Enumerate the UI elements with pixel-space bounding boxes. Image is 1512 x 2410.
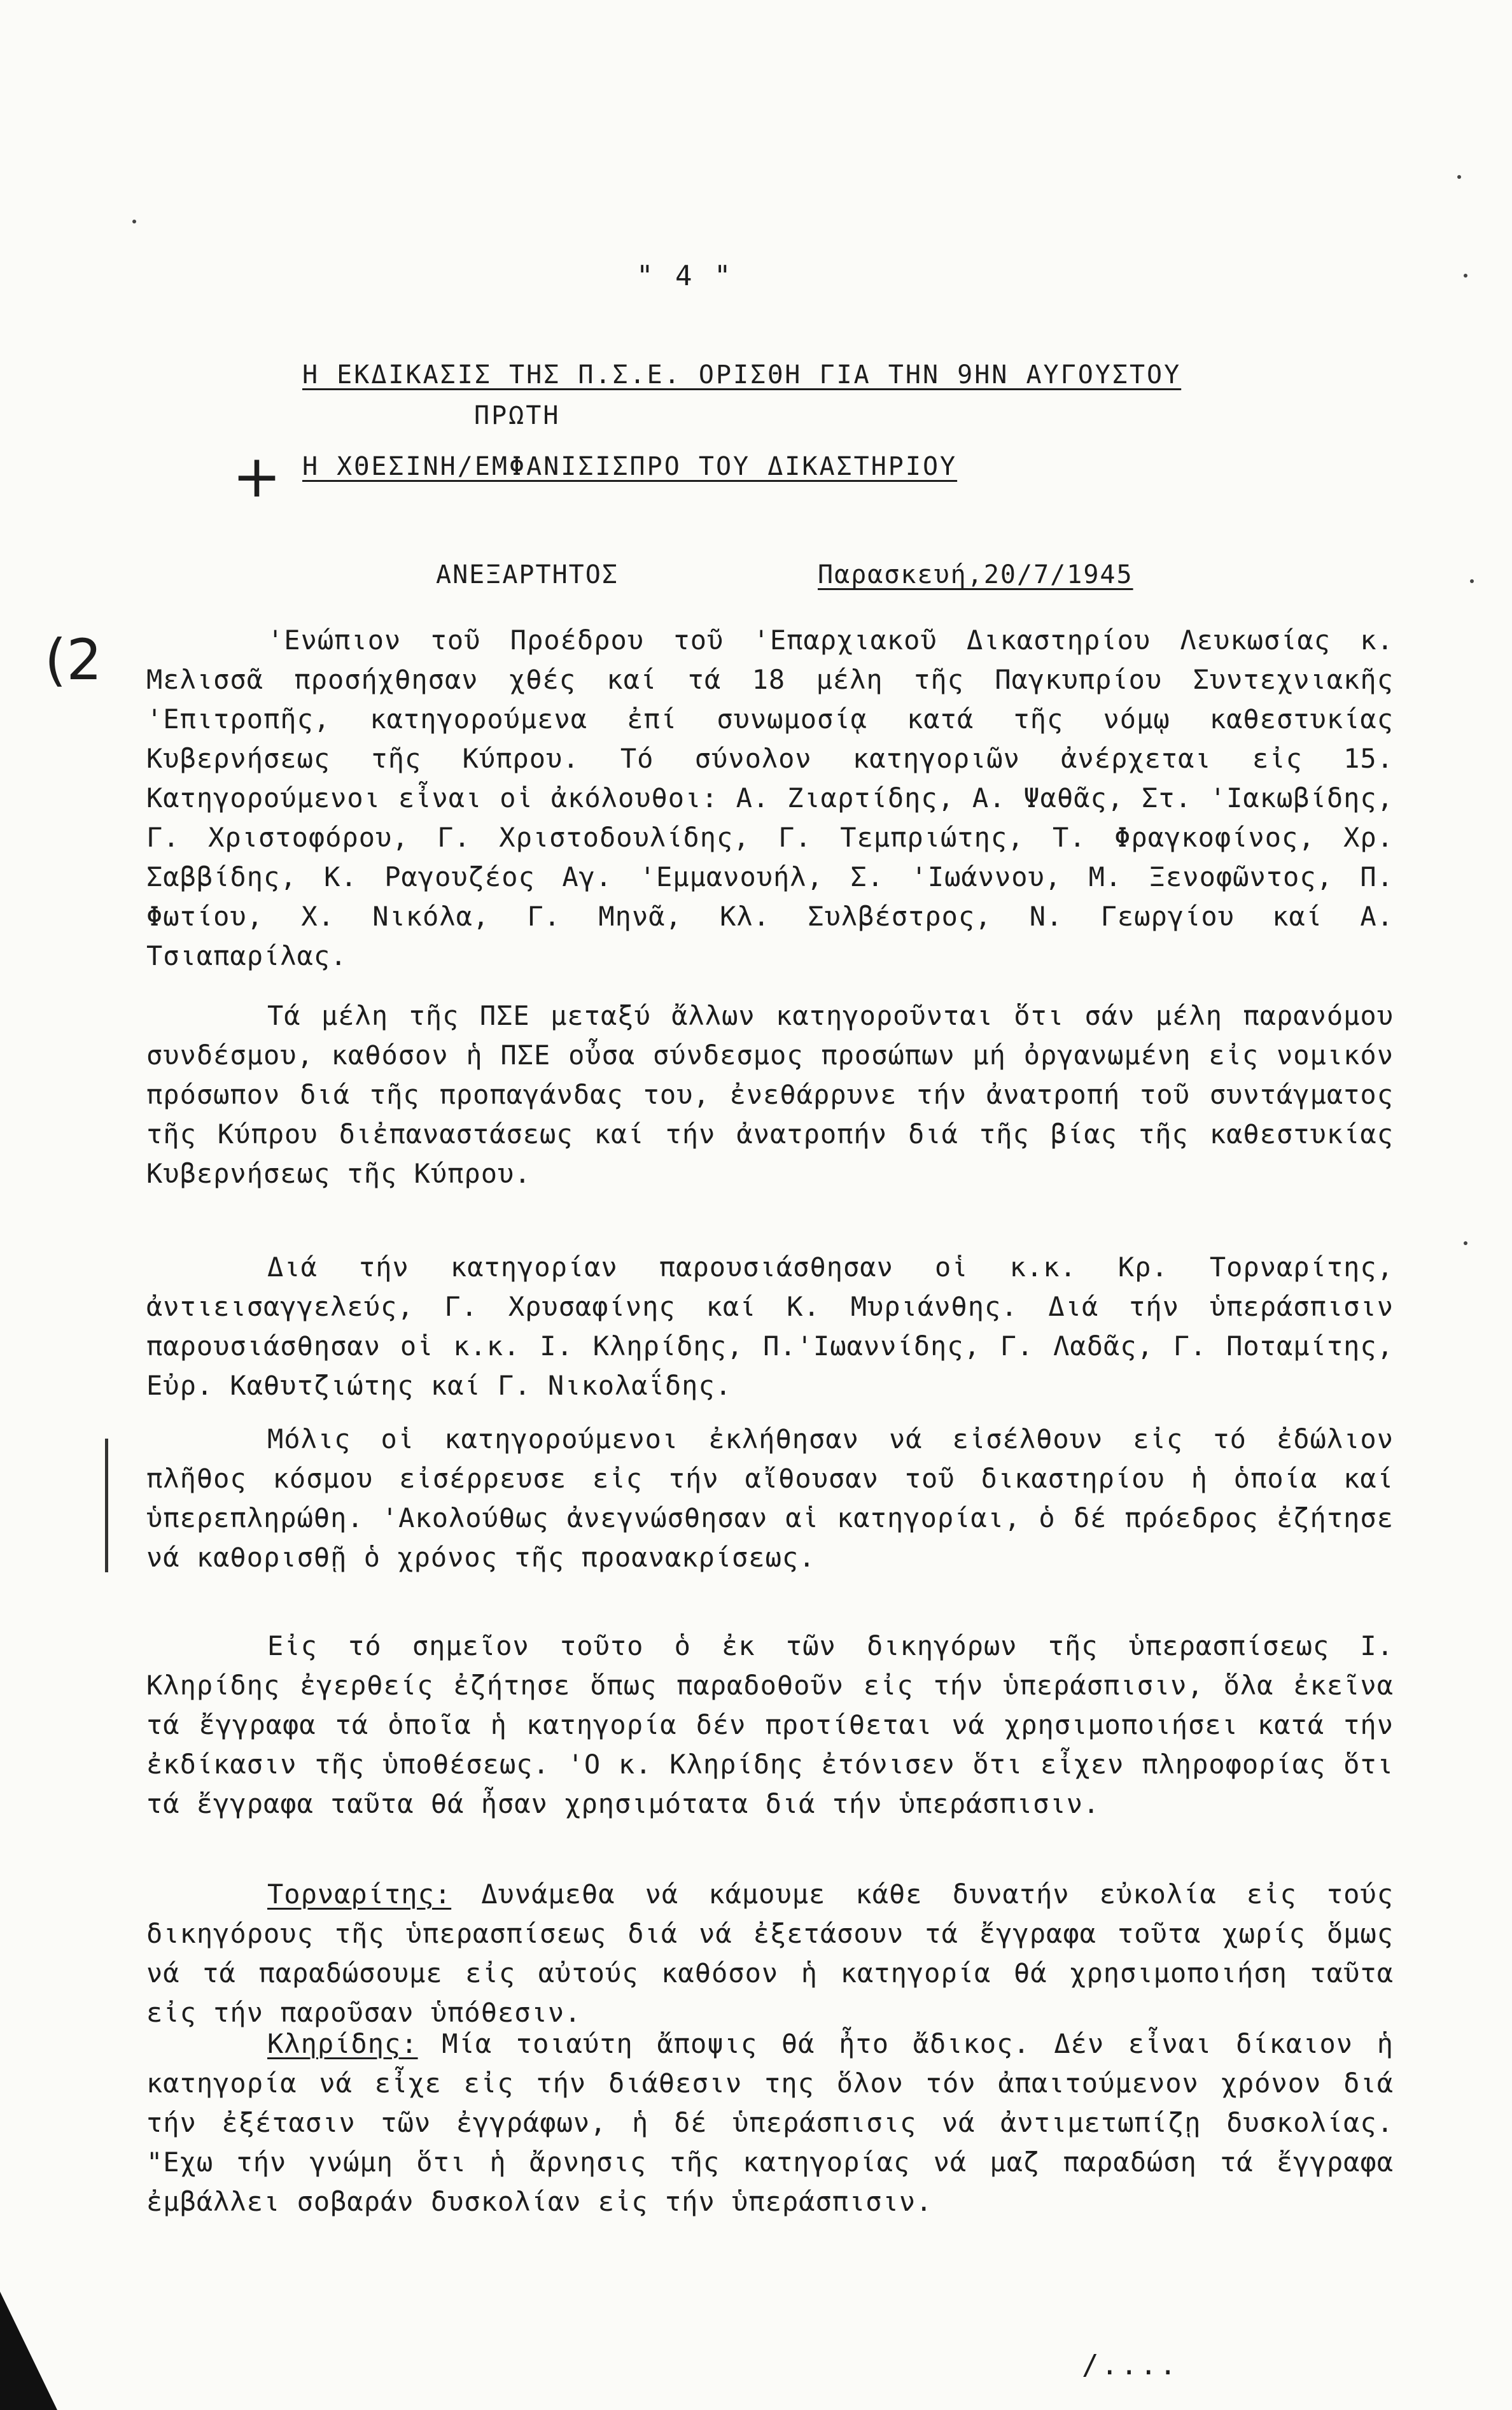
scan-speck [1464, 274, 1467, 278]
paragraph-2-text: Τά μέλη τῆς ΠΣΕ μεταξύ ἄλλων κατηγοροῦνται ὅτι σάν μέλη παρανόμου συνδέσμου, καθόσον ἡ ΠΣΕ οὖσα σύνδεσμος προσώπων μή ὀργανωμένη εἰς νομικόν πρόσωπον διά τῆς προπαγάνδας του, ἐνεθάρρυνε τήν ἀνατροπή τοῦ συντάγματος τῆς Κύπρου διἐπαναστάσεως καί τήν ἀνατροπήν διά τῆς βίας τῆς καθεστυκίας Κυβερνήσεως τῆς Κύπρου. [146, 1000, 1394, 1189]
paragraph-4-text: Μόλις οἱ κατηγορούμενοι ἐκλήθησαν νά εἰσέλθουν εἰς τό ἐδώλιον πλῆθος κόσμου εἰσέρρευσε εἰς τήν αἴθουσαν τοῦ δικαστηρίου ἡ ὁποία καί ὑπερεπληρώθη. 'Ακολούθως ἀνεγνώσθησαν αἱ κατηγορίαι, ὁ δέ πρόεδρος ἐζήτησε νά καθορισθῇ ὁ χρόνος τῆς προανακρίσεως. [146, 1423, 1394, 1573]
paragraph-7-text [146, 2024, 1394, 2222]
paragraph-6 [146, 1875, 1394, 2033]
speaker-kliridis: Κληρίδης: [267, 2028, 418, 2059]
paragraph-5 [146, 1626, 1394, 1824]
paragraph-7 [146, 2024, 1394, 2222]
handwritten-margin-note: (2 [45, 627, 102, 693]
scan-corner-shadow [0, 2292, 57, 2410]
headline-line-2: ΠΡΩΤΗ [474, 401, 561, 430]
handwritten-cross-mark: + [232, 442, 282, 511]
paragraph-1 [146, 621, 1394, 976]
scan-speck [1470, 579, 1474, 583]
paragraph-6-body: Δυνάμεθα νά κάμουμε κάθε δυνατήν εὐκολία εἰς τούς δικηγόρους τῆς ὑπερασπίσεως διά νά ἐξετάσουν τά ἔγγραφα τοῦτα χωρίς ὅμως νά τά παραδώσουμε εἰς αὐτούς καθόσον ἡ κατηγορία θά χρησιμοποιήση ταῦτα εἰς τήν παροῦσαν ὑπόθεσιν. [146, 1878, 1394, 2028]
page-number: " 4 " [636, 260, 734, 292]
paragraph-4 [146, 1420, 1394, 1577]
paragraph-3-text: Διά τήν κατηγορίαν παρουσιάσθησαν οἱ κ.κ. Κρ. Τορναρίτης, ἀντιεισαγγελεύς, Γ. Χρυσαφίνης καί Κ. Μυριάνθης. Διά τήν ὑπεράσπισιν παρουσιάσθησαν οἱ κ.κ. Ι. Κληρίδης, Π.'Ιωαννίδης, Γ. Λαδᾶς, Γ. Ποταμίτης, Εὐρ. Καθυτζιώτης καί Γ. Νικολαΐδης. [146, 1251, 1394, 1401]
speaker-tornaritis: Τορναρίτης: [267, 1878, 452, 1910]
continuation-mark: /.... [1082, 2349, 1179, 2381]
paragraph-5-text: Εἰς τό σημεῖον τοῦτο ὁ ἐκ τῶν δικηγόρων τῆς ὑπερασπίσεως Ι. Κληρίδης ἐγερθείς ἐζήτησε ὅπως παραδοθοῦν εἰς τήν ὑπεράσπισιν, ὅλα ἐκεῖνα τά ἔγγραφα τά ὁποῖα ἡ κατηγορία δέν προτίθεται νά χρησιμοποιήσει κατά τήν ἐκδίκασιν τῆς ὑποθέσεως. 'Ο κ. Κληρίδης ἐτόνισεν ὅτι εἶχεν πληροφορίας ὅτι τά ἔγγραφα ταῦτα θά ἦσαν χρησιμότατα διά τήν ὑπεράσπισιν. [146, 1630, 1394, 1819]
paragraph-7-body: Μία τοιαύτη ἄποψις θά ἦτο ἄδικος. Δέν εἶναι δίκαιον ἡ κατηγορία νά εἶχε εἰς τήν διάθεσιν της ὅλον τόν ἀπαιτούμενον χρόνον διά τήν ἐξέτασιν τῶν ἐγγράφων, ἡ δέ ὑπεράσπισις νά ἀντιμετωπίζῃ δυσκολίας. "Εχω τήν γνώμη ὅτι ἡ ἄρνησις τῆς κατηγορίας νά μαζ παραδώση τά ἔγγραφα ἐμβάλλει σοβαράν δυσκολίαν εἰς τήν ὑπεράσπισιν. [146, 2028, 1394, 2217]
paragraph-3 [146, 1248, 1394, 1406]
paragraph-1-text: 'Ενώπιον τοῦ Προέδρου τοῦ 'Επαρχιακοῦ Δικαστηρίου Λευκωσίας κ. Μελισσᾶ προσήχθησαν χθές καί τά 18 μέλη τῆς Παγκυπρίου Συντεχνιακῆς 'Επιτροπῆς, κατηγορούμενα ἐπί συνωμοσίᾳ κατά τῆς νόμῳ καθεστυκίας Κυβερνήσεως τῆς Κύπρου. Τό σύνολον κατηγοριῶν ἀνέρχεται εἰς 15. Κατηγορούμενοι εἶναι οἱ ἀκόλουθοι: Α. Ζιαρτίδης, Α. Ψαθᾶς, Στ. 'Ιακωβίδης, Γ. Χριστοφόρου, Γ. Χριστοδουλίδης, Γ. Τεμπριώτης, Τ. Φραγκοφίνος, Χρ. Σαββίδης, Κ. Ραγουζέος Αγ. 'Εμμανουήλ, Σ. 'Ιωάννου, Μ. Ξενοφῶντος, Π. Φωτίου, Χ. Νικόλα, Γ. Μηνᾶ, Κλ. Συλβέστρος, Ν. Γεωργίου καί Α. Τσιαπαρίλας. [146, 624, 1394, 971]
publication-date: Παρασκευή,20/7/1945 [818, 560, 1133, 589]
handwritten-margin-bracket [105, 1439, 113, 1572]
paragraph-6-text [146, 1875, 1394, 2033]
headline-line-1: Η ΕΚΔΙΚΑΣΙΣ ΤΗΣ Π.Σ.Ε. ΟΡΙΣΘΗ ΓΙΑ ΤΗΝ 9ΗΝ ΑΥΓΟΥΣΤΟΥ [302, 360, 1182, 390]
headline-line-3: Η ΧΘΕΣΙΝΗ/ΕΜΦΑΝΙΣΙΣΠΡΟ ΤΟΥ ΔΙΚΑΣΤΗΡΙΟΥ [302, 452, 958, 481]
scan-speck [1457, 175, 1461, 179]
paragraph-2 [146, 996, 1394, 1194]
scan-speck [132, 220, 136, 223]
newspaper-name: ΑΝΕΞΑΡΤΗΤΟΣ [436, 560, 619, 589]
scan-speck [1464, 1241, 1467, 1245]
